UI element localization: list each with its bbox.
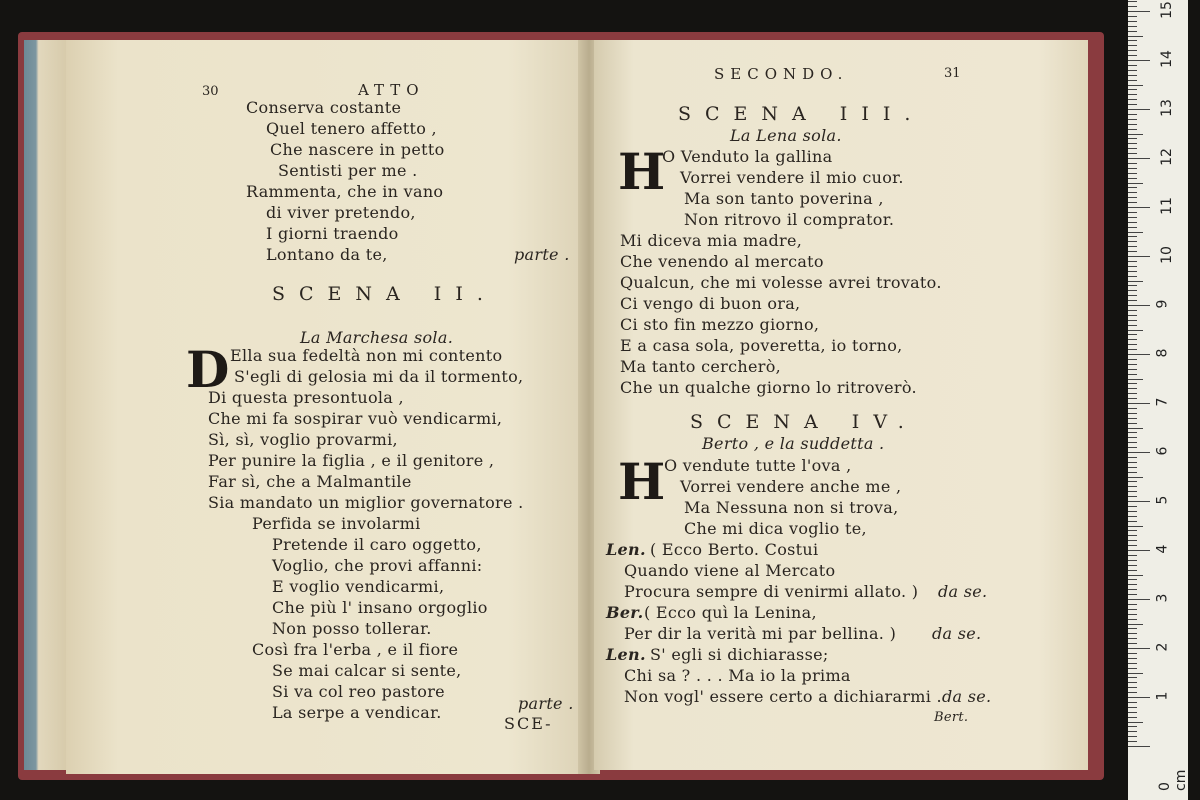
dialogue-line: ( Ecco quì la Lenina, <box>644 603 817 622</box>
verse-line: Che mi fa sospirar vuò vendicarmi, <box>208 409 503 428</box>
verse-line: O Venduto la gallina <box>662 147 833 166</box>
ruler-tick <box>1128 447 1137 448</box>
verse-line: di viver pretendo, <box>266 203 416 222</box>
ruler-tick <box>1128 555 1137 556</box>
ruler-tick <box>1128 16 1137 17</box>
ruler-tick <box>1128 550 1150 551</box>
ruler-number: 11 <box>1158 197 1175 215</box>
ruler-tick <box>1128 624 1143 625</box>
verse-line: Non ritrovo il comprator. <box>684 210 895 229</box>
verse-line: Vorrei vendere anche me , <box>680 477 902 496</box>
ruler-tick <box>1128 315 1137 316</box>
verse-line: Si va col reo pastore <box>272 682 445 701</box>
ruler-tick <box>1128 285 1137 286</box>
verse-line: Quel tenero affetto , <box>266 119 437 138</box>
verse-line: Ci vengo di buon ora, <box>620 294 801 313</box>
ruler-tick <box>1128 462 1137 463</box>
ruler-tick <box>1128 437 1137 438</box>
ruler-tick <box>1128 481 1137 482</box>
verse-line: Ella sua fedeltà non mi contento <box>230 346 503 365</box>
ruler-tick <box>1128 359 1137 360</box>
ruler-tick <box>1128 85 1143 86</box>
ruler-tick <box>1128 227 1137 228</box>
ruler-tick <box>1128 236 1137 237</box>
scene-subtitle: La Lena sola. <box>730 126 842 145</box>
ruler-tick <box>1128 178 1137 179</box>
ruler-number: 15 <box>1158 1 1175 19</box>
stage-direction: parte . <box>514 245 570 264</box>
ruler-number: 7 <box>1154 397 1171 407</box>
ruler-tick <box>1128 70 1137 71</box>
ruler-tick <box>1128 256 1150 257</box>
ruler-tick <box>1128 271 1137 272</box>
ruler-tick <box>1128 707 1137 708</box>
ruler-tick <box>1128 369 1137 370</box>
ruler-tick <box>1128 457 1137 458</box>
scene-heading: SCENA III. <box>678 103 925 125</box>
ruler-tick <box>1128 486 1137 487</box>
ruler-tick <box>1128 129 1137 130</box>
ruler-tick <box>1128 114 1137 115</box>
ruler-tick <box>1128 11 1150 12</box>
drop-cap: D <box>186 340 230 399</box>
right-page <box>594 40 1088 770</box>
ruler-tick <box>1128 290 1137 291</box>
ruler-tick <box>1128 187 1137 188</box>
ruler-tick <box>1128 565 1137 566</box>
ruler-tick <box>1128 36 1143 37</box>
ruler-tick <box>1128 383 1137 384</box>
ruler-tick <box>1128 594 1137 595</box>
ruler-tick <box>1128 731 1137 732</box>
verse-line: Rammenta, che in vano <box>246 182 444 201</box>
ruler-tick <box>1128 477 1143 478</box>
verse-line: Conserva costante <box>246 98 402 117</box>
ruler-tick <box>1128 604 1137 605</box>
ruler-tick <box>1128 491 1137 492</box>
ruler-tick <box>1128 726 1137 727</box>
verse-line: Che nascere in petto <box>270 140 445 159</box>
ruler-tick <box>1128 496 1137 497</box>
ruler-tick <box>1128 202 1137 203</box>
verse-line: Ma Nessuna non si trova, <box>684 498 899 517</box>
ruler-tick <box>1128 398 1137 399</box>
ruler-tick <box>1128 21 1137 22</box>
verse-line: E voglio vendicarmi, <box>272 577 445 596</box>
right-running-head: SECONDO. <box>714 65 849 83</box>
verse-line: Se mai calcar si sente, <box>272 661 462 680</box>
ruler-tick <box>1128 138 1137 139</box>
ruler-tick <box>1128 692 1137 693</box>
verse-line: Ma son tanto poverina , <box>684 189 884 208</box>
ruler-number: 9 <box>1154 299 1171 309</box>
scene-subtitle: La Marchesa sola. <box>300 328 454 347</box>
ruler-tick <box>1128 530 1137 531</box>
ruler-tick <box>1128 173 1137 174</box>
ruler-tick <box>1128 295 1137 296</box>
ruler-tick <box>1128 619 1137 620</box>
ruler-tick <box>1128 516 1137 517</box>
ruler-tick <box>1128 354 1150 355</box>
verse-line: Che mi dica voglio te, <box>684 519 867 538</box>
ruler-tick <box>1128 344 1137 345</box>
stage-direction: da se. <box>942 687 992 706</box>
ruler-tick <box>1128 99 1137 100</box>
ruler-tick <box>1128 261 1137 262</box>
ruler-tick <box>1128 526 1143 527</box>
ruler-tick <box>1128 643 1137 644</box>
drop-cap: H <box>618 142 666 201</box>
ruler-tick <box>1128 599 1150 600</box>
ruler-tick <box>1128 134 1143 135</box>
ruler-tick <box>1128 589 1137 590</box>
dialogue-line: Non vogl' essere certo a dichiararmi . <box>624 687 942 706</box>
ruler-tick <box>1128 124 1137 125</box>
ruler-tick <box>1128 325 1137 326</box>
ruler-tick <box>1128 722 1143 723</box>
ruler-number: 14 <box>1158 50 1175 68</box>
dialogue-line: Procura sempre di venirmi allato. ) <box>624 582 919 601</box>
ruler-tick <box>1128 163 1137 164</box>
speaker-label: Len. <box>606 540 646 559</box>
ruler-tick <box>1128 702 1137 703</box>
ruler-tick <box>1128 584 1137 585</box>
ruler-tick <box>1128 521 1137 522</box>
ruler-tick <box>1128 717 1137 718</box>
right-page-number: 31 <box>944 66 961 81</box>
ruler-tick <box>1128 575 1143 576</box>
verse-line: Sentisti per me . <box>278 161 418 180</box>
ruler-tick <box>1128 677 1137 678</box>
ruler-tick <box>1128 423 1137 424</box>
ruler-tick <box>1128 158 1150 159</box>
ruler-tick <box>1128 26 1137 27</box>
dialogue-line: Chi sa ? . . . Ma io la prima <box>624 666 851 685</box>
ruler-tick <box>1128 535 1137 536</box>
ruler-tick <box>1128 741 1137 742</box>
verse-line: E a casa sola, poveretta, io torno, <box>620 336 903 355</box>
stage-direction: da se. <box>932 624 982 643</box>
ruler-tick <box>1128 232 1143 233</box>
ruler-unit-label: 0 cm <box>1157 769 1189 791</box>
ruler-tick <box>1128 266 1137 267</box>
verse-line: La serpe a vendicar. <box>272 703 442 722</box>
ruler-tick <box>1128 432 1137 433</box>
verse-line: Che venendo al mercato <box>620 252 824 271</box>
ruler-tick <box>1128 418 1137 419</box>
ruler-tick <box>1128 153 1137 154</box>
ruler-tick <box>1128 687 1137 688</box>
verse-line: Che più l' insano orgoglio <box>272 598 488 617</box>
ruler-tick <box>1128 682 1137 683</box>
ruler-tick <box>1128 663 1137 664</box>
ruler-tick <box>1128 212 1137 213</box>
scene-heading: SCENA IV. <box>690 411 918 433</box>
ruler-tick <box>1128 251 1137 252</box>
ruler-tick <box>1128 467 1137 468</box>
stage-direction: parte . <box>518 694 574 713</box>
ruler-tick <box>1128 334 1137 335</box>
scene-heading: SCENA II. <box>272 283 497 305</box>
verse-line: Che un qualche giorno lo ritroverò. <box>620 378 917 397</box>
ruler-number: 1 <box>1154 691 1171 701</box>
ruler-number: 13 <box>1158 99 1175 117</box>
ruler-tick <box>1128 65 1137 66</box>
verse-line: Voglio, che provi affanni: <box>272 556 483 575</box>
ruler-tick <box>1128 408 1137 409</box>
ruler-tick <box>1128 55 1137 56</box>
verse-line: Ma tanto cercherò, <box>620 357 782 376</box>
speaker-label: Ber. <box>606 603 644 622</box>
ruler-tick <box>1128 379 1143 380</box>
ruler-tick <box>1128 648 1150 649</box>
catchword: Bert. <box>934 710 969 725</box>
ruler-tick <box>1128 428 1143 429</box>
left-page <box>66 40 586 774</box>
ruler-tick <box>1128 393 1137 394</box>
ruler-tick <box>1128 217 1137 218</box>
ruler-tick <box>1128 545 1137 546</box>
measuring-ruler <box>1128 0 1188 800</box>
ruler-number: 10 <box>1158 246 1175 264</box>
ruler-tick <box>1128 746 1150 747</box>
ruler-tick <box>1128 148 1137 149</box>
ruler-tick <box>1128 109 1150 110</box>
ruler-tick <box>1128 364 1137 365</box>
ruler-tick <box>1128 31 1137 32</box>
verse-line: Sia mandato un miglior governatore . <box>208 493 524 512</box>
ruler-tick <box>1128 712 1137 713</box>
ruler-tick <box>1128 633 1137 634</box>
ruler-tick <box>1128 45 1137 46</box>
ruler-tick <box>1128 697 1150 698</box>
ruler-tick <box>1128 40 1137 41</box>
ruler-tick <box>1128 413 1137 414</box>
ruler-number: 3 <box>1154 593 1171 603</box>
verse-line: Ci sto fin mezzo giorno, <box>620 315 820 334</box>
ruler-tick <box>1128 388 1137 389</box>
ruler-tick <box>1128 579 1137 580</box>
verse-line: Qualcun, che mi volesse avrei trovato. <box>620 273 942 292</box>
verse-line: Sì, sì, voglio provarmi, <box>208 430 398 449</box>
ruler-tick <box>1128 374 1137 375</box>
ruler-tick <box>1128 638 1137 639</box>
ruler-tick <box>1128 609 1137 610</box>
dialogue-line: Per dir la verità mi par bellina. ) <box>624 624 897 643</box>
ruler-tick <box>1128 94 1137 95</box>
ruler-tick <box>1128 673 1143 674</box>
dialogue-line: Quando viene al Mercato <box>624 561 836 580</box>
ruler-tick <box>1128 614 1137 615</box>
ruler-tick <box>1128 246 1137 247</box>
ruler-number: 8 <box>1154 348 1171 358</box>
verse-line: Non posso tollerar. <box>272 619 432 638</box>
ruler-tick <box>1128 628 1137 629</box>
verse-line: Di questa presontuola , <box>208 388 404 407</box>
verse-line: Vorrei vendere il mio cuor. <box>680 168 904 187</box>
ruler-tick <box>1128 60 1150 61</box>
speaker-label: Len. <box>606 645 646 664</box>
ruler-number: 6 <box>1154 446 1171 456</box>
ruler-tick <box>1128 143 1137 144</box>
ruler-tick <box>1128 75 1137 76</box>
scene-subtitle: Berto , e la suddetta . <box>702 434 885 453</box>
ruler-tick <box>1128 50 1137 51</box>
ruler-tick <box>1128 168 1137 169</box>
ruler-tick <box>1128 222 1137 223</box>
ruler-tick <box>1128 653 1137 654</box>
ruler-tick <box>1128 104 1137 105</box>
ruler-tick <box>1128 305 1150 306</box>
ruler-tick <box>1128 320 1137 321</box>
ruler-tick <box>1128 276 1137 277</box>
ruler-tick <box>1128 192 1137 193</box>
ruler-tick <box>1128 403 1150 404</box>
verse-line: Così fra l'erba , e il fiore <box>252 640 459 659</box>
ruler-tick <box>1128 1 1137 2</box>
verse-line: O vendute tutte l'ova , <box>664 456 852 475</box>
dialogue-line: S' egli si dichiarasse; <box>650 645 829 664</box>
verse-line: Far sì, che a Malmantile <box>208 472 412 491</box>
ruler-tick <box>1128 281 1143 282</box>
ruler-tick <box>1128 207 1150 208</box>
ruler-tick <box>1128 560 1137 561</box>
ruler-tick <box>1128 540 1137 541</box>
ruler-tick <box>1128 570 1137 571</box>
ruler-tick <box>1128 452 1150 453</box>
verse-line: Per punire la figlia , e il genitore , <box>208 451 495 470</box>
ruler-tick <box>1128 310 1137 311</box>
ruler-tick <box>1128 442 1137 443</box>
verse-line: Perfida se involarmi <box>252 514 421 533</box>
verse-line: S'egli di gelosia mi da il tormento, <box>234 367 524 386</box>
ruler-tick <box>1128 197 1137 198</box>
ruler-number: 4 <box>1154 544 1171 554</box>
ruler-tick <box>1128 658 1137 659</box>
verse-line: Lontano da te, <box>266 245 388 264</box>
ruler-tick <box>1128 736 1137 737</box>
ruler-tick <box>1128 6 1137 7</box>
ruler-number: 2 <box>1154 642 1171 652</box>
verse-line: Mi diceva mia madre, <box>620 231 803 250</box>
ruler-tick <box>1128 89 1137 90</box>
ruler-tick <box>1128 668 1137 669</box>
ruler-tick <box>1128 330 1143 331</box>
drop-cap: H <box>618 452 666 511</box>
ruler-tick <box>1128 80 1137 81</box>
verse-line: I giorni traendo <box>266 224 399 243</box>
ruler-tick <box>1128 472 1137 473</box>
ruler-tick <box>1128 119 1137 120</box>
ruler-tick <box>1128 349 1137 350</box>
dialogue-line: ( Ecco Berto. Costui <box>650 540 819 559</box>
ruler-tick <box>1128 506 1137 507</box>
ruler-tick <box>1128 501 1150 502</box>
left-page-number: 30 <box>202 84 219 99</box>
catchword: SCE- <box>504 714 553 733</box>
ruler-tick <box>1128 241 1137 242</box>
ruler-tick <box>1128 511 1137 512</box>
left-running-head: ATTO <box>358 81 425 99</box>
verse-line: Pretende il caro oggetto, <box>272 535 482 554</box>
ruler-tick <box>1128 183 1143 184</box>
ruler-tick <box>1128 339 1137 340</box>
ruler-number: 12 <box>1158 148 1175 166</box>
ruler-number: 5 <box>1154 495 1171 505</box>
ruler-tick <box>1128 300 1137 301</box>
stage-direction: da se. <box>938 582 988 601</box>
